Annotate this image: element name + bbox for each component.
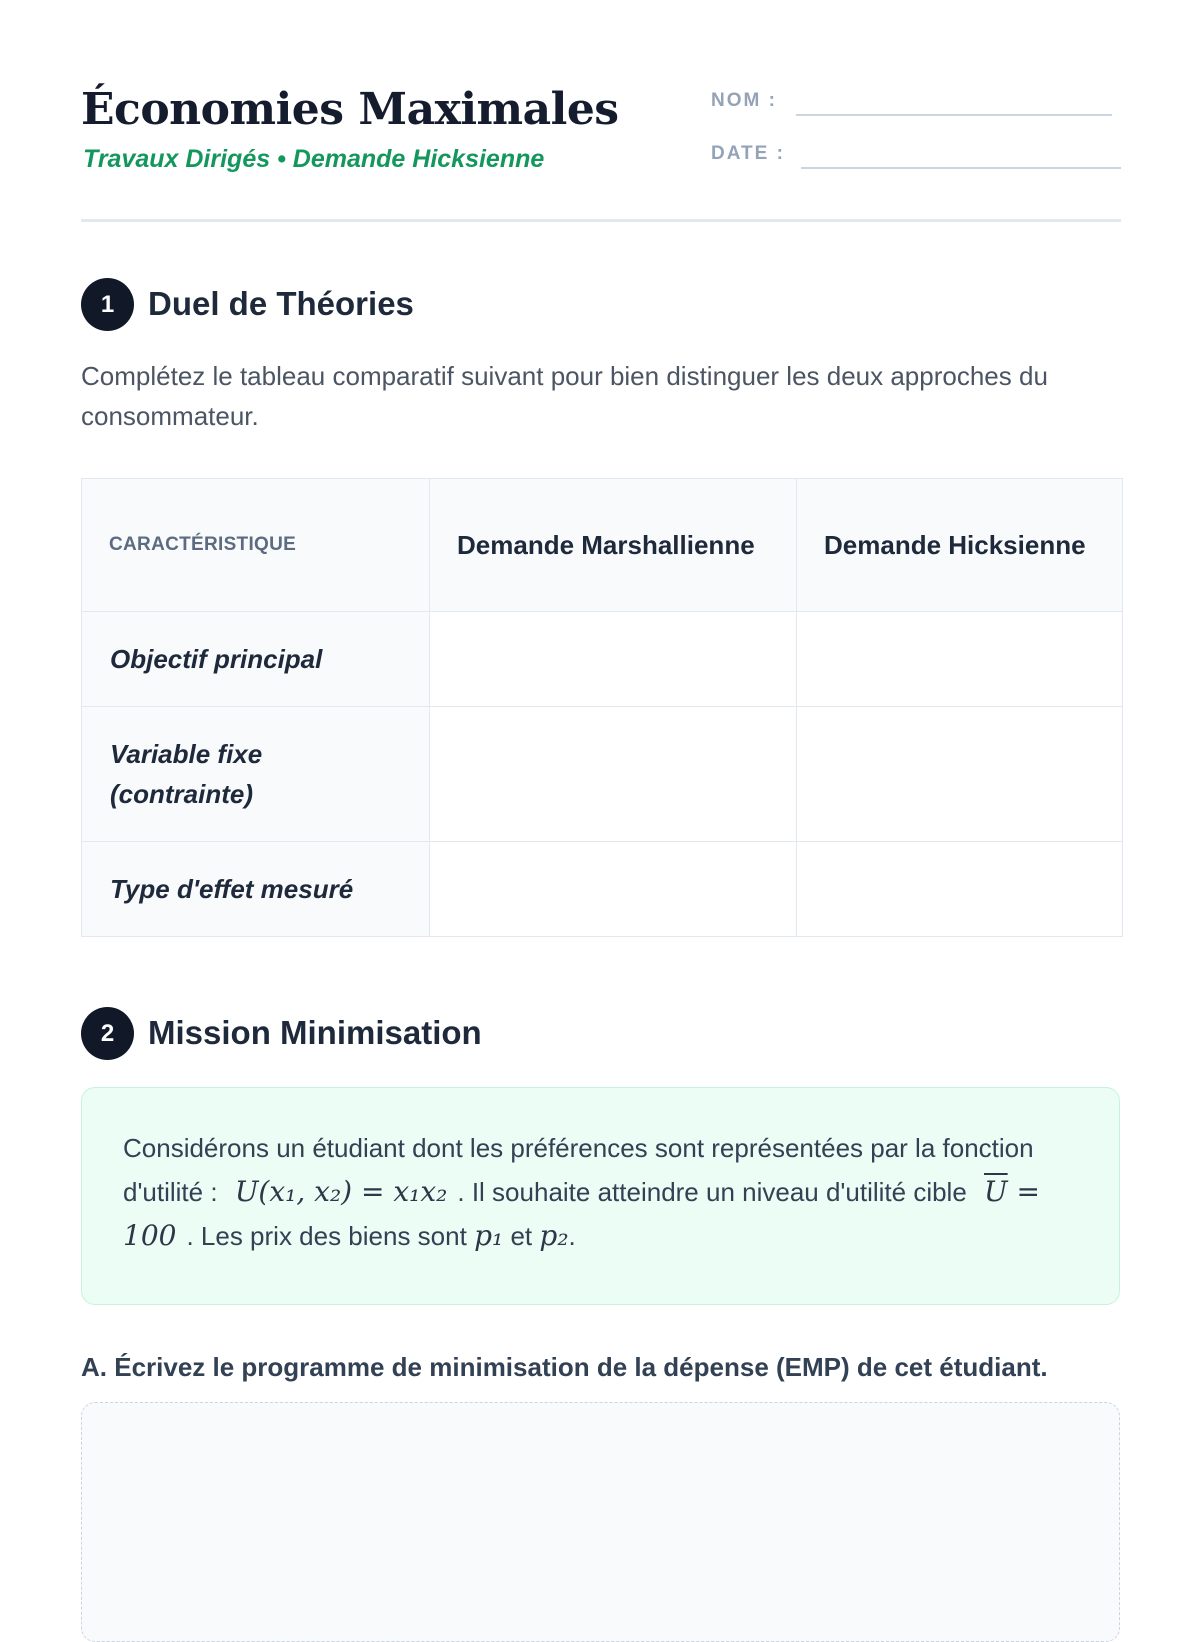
header [81,78,1121,222]
section-1-intro: Complétez le tableau comparatif suivant pour bien distinguer les deux approches du consommateur. [81,361,1048,431]
scenario-box [81,1087,1120,1305]
date-line[interactable] [801,167,1121,169]
answer-cell-hicksian-objective[interactable] [797,612,1123,707]
table-row [82,707,1123,842]
name-line[interactable] [796,114,1112,116]
header-divider [81,219,1121,222]
price-p2: p₂ [539,1219,569,1252]
row-label-effect-type: Type d'effet mesuré [82,842,430,937]
answer-area-a[interactable] [81,1402,1120,1642]
section-2-title: Mission Minimisation [148,1014,482,1051]
scenario-text-3: . Les prix des biens sont [186,1221,467,1251]
section-1-number-badge: 1 [81,278,134,331]
header-marshallian: Demande Marshallienne [430,479,797,612]
scenario-text-2: . Il souhaite atteindre un niveau d'utilité cible [457,1177,967,1207]
scenario-text-1: Considérons un étudiant dont les préférences sont représentées par la fonction d'utilité : [123,1133,1034,1207]
answer-cell-marshallian-fixed-variable[interactable] [430,707,797,842]
scenario-end: . [568,1221,576,1251]
name-label: NOM : [711,90,777,111]
comparison-table [81,478,1123,937]
price-p1: p₁ [474,1219,504,1252]
section-1-title: Duel de Théories [148,285,414,322]
page-subtitle: Travaux Dirigés • Demande Hicksienne [83,145,545,173]
utility-function: U(x₁, x₂) = x₁x₂ [234,1175,448,1208]
date-field [711,139,1121,169]
table-header-row [82,479,1123,612]
answer-cell-hicksian-effect-type[interactable] [797,842,1123,937]
header-hicksian: Demande Hicksienne [797,479,1123,612]
row-label-objective: Objectif principal [82,612,430,707]
scenario-and: et [510,1221,533,1251]
table-row [82,842,1123,937]
target-utility-symbol: $\overline{U}$ [984,1175,1008,1208]
page-title: Économies Maximales [81,84,619,135]
section-2-number-badge: 2 [81,1007,134,1060]
answer-cell-marshallian-objective[interactable] [430,612,797,707]
date-label: DATE : [711,143,785,164]
answer-cell-marshallian-effect-type[interactable] [430,842,797,937]
answer-cell-hicksian-fixed-variable[interactable] [797,707,1123,842]
section-2-heading [81,1007,1121,1061]
header-characteristic: CARACTÉRISTIQUE [82,479,430,612]
table-row [82,612,1123,707]
section-1-heading [81,278,1121,332]
name-field [711,86,1121,116]
row-label-fixed-variable: Variable fixe (contrainte) [82,707,430,842]
target-utility-value: = 100 [123,1175,1041,1252]
question-a: A. Écrivez le programme de minimisation de la dépense (EMP) de cet étudiant. [81,1352,1048,1382]
